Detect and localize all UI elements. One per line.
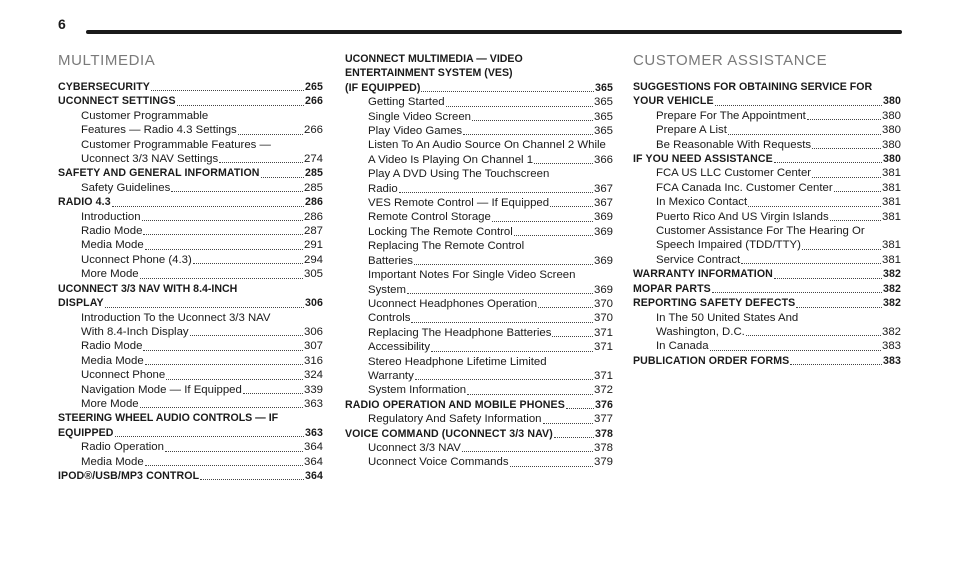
toc-page-number: 316 [303, 354, 323, 367]
toc-page-number: 305 [303, 268, 323, 281]
toc-page-number: 324 [303, 369, 323, 382]
toc-entry-label-line: Customer Programmable Features — [81, 138, 271, 151]
toc-entry-label: Speech Impaired (TDD/TTY) [656, 239, 801, 252]
toc-subentry[interactable] [345, 441, 613, 455]
dot-leader [421, 91, 594, 92]
toc-page-number: 372 [593, 384, 613, 397]
toc-page-number: 381 [881, 210, 901, 223]
toc-page-number: 370 [593, 312, 613, 325]
toc-page-number: 376 [595, 398, 613, 411]
dot-leader [741, 263, 881, 264]
dot-leader [414, 264, 593, 265]
toc-entry-label: UCONNECT SETTINGS [58, 95, 176, 108]
toc-page-number: 369 [593, 211, 613, 224]
dot-leader [200, 479, 304, 480]
toc-subentry[interactable] [58, 325, 323, 339]
dot-leader [238, 134, 303, 135]
toc-page-number: 274 [303, 153, 323, 166]
toc-entry-label-line: SUGGESTIONS FOR OBTAINING SERVICE FOR [633, 81, 873, 93]
toc-entry-label: PUBLICATION ORDER FORMS [633, 354, 790, 367]
dot-leader [166, 379, 303, 380]
dot-leader [407, 293, 593, 294]
toc-page-number: 306 [305, 297, 323, 310]
dot-leader [145, 364, 303, 365]
toc-entry-label: With 8.4-Inch Display [81, 325, 189, 338]
dot-leader [830, 220, 881, 221]
dot-leader [807, 119, 881, 120]
dot-leader [712, 292, 882, 293]
toc-page-number: 367 [593, 197, 613, 210]
toc-entry-label: DISPLAY [58, 297, 104, 310]
dot-leader [399, 192, 593, 193]
toc-subentry[interactable] [58, 238, 323, 252]
dot-leader [538, 307, 593, 308]
toc-page-number: 378 [595, 427, 613, 440]
toc-entry-label-line: ENTERTAINMENT SYSTEM (VES) [345, 67, 513, 80]
toc-chapter-entry[interactable] [633, 152, 901, 166]
dot-leader [462, 451, 593, 452]
toc-entry-label: Prepare A List [656, 124, 727, 137]
toc-page-number: 286 [303, 210, 323, 223]
toc-column-multimedia-continued [345, 52, 613, 470]
toc-page-number: 364 [305, 469, 323, 482]
toc-column-customer-assistance [633, 52, 901, 368]
dot-leader [554, 437, 594, 438]
toc-entry-label: Safety Guidelines [81, 181, 171, 194]
page-number: 6 [58, 16, 66, 32]
toc-chapter-entry[interactable] [345, 398, 613, 412]
toc-entry-label: Remote Control Storage [368, 211, 491, 224]
dot-leader [534, 163, 593, 164]
toc-entry-label: Uconnect 3/3 NAV Settings [81, 153, 219, 166]
toc-subentry[interactable] [58, 368, 323, 382]
toc-chapter-entry[interactable] [58, 94, 323, 108]
toc-subentry[interactable] [58, 383, 323, 397]
toc-subentry[interactable] [58, 181, 323, 195]
toc-subentry[interactable] [58, 267, 323, 281]
toc-entry-label: WARRANTY INFORMATION [633, 268, 773, 281]
toc-subentry[interactable] [633, 138, 901, 152]
toc-page-number: 380 [881, 124, 901, 137]
toc-subentry[interactable] [633, 253, 901, 267]
toc-entry-label: (IF EQUIPPED) [345, 81, 421, 94]
dot-leader [143, 234, 303, 235]
toc-entry-label: Controls [368, 312, 411, 325]
dot-leader [165, 451, 303, 452]
toc-page-number: 294 [303, 253, 323, 266]
toc-column-multimedia [58, 52, 323, 483]
dot-leader [145, 249, 303, 250]
toc-page-number: 371 [593, 341, 613, 354]
toc-entry-label: MOPAR PARTS [633, 282, 711, 295]
toc-page-number: 381 [881, 239, 901, 252]
toc-page-number: 382 [883, 268, 901, 281]
toc-page-number: 369 [593, 225, 613, 238]
dot-leader [415, 379, 593, 380]
toc-page-number: 285 [303, 181, 323, 194]
toc-entry-label: Features — Radio 4.3 Settings [81, 124, 237, 137]
toc-entry-label: RADIO 4.3 [58, 196, 111, 209]
dot-leader [710, 350, 881, 351]
toc-page-number: 371 [593, 326, 613, 339]
dot-leader [812, 148, 881, 149]
dot-leader [774, 162, 882, 163]
dot-leader [715, 105, 882, 106]
toc-entry-label: In Mexico Contact [656, 196, 748, 209]
toc-page-number: 381 [881, 181, 901, 194]
toc-page-number: 287 [303, 225, 323, 238]
toc-page-number: 383 [881, 340, 901, 353]
toc-page-number: 265 [305, 81, 323, 93]
toc-subentry[interactable] [345, 412, 613, 426]
toc-page-number: 380 [883, 153, 901, 166]
toc-entry-label: SAFETY AND GENERAL INFORMATION [58, 167, 260, 180]
toc-entry-label: Play Video Games [368, 125, 463, 138]
toc-entry-label: System Information [368, 384, 467, 397]
dot-leader [510, 466, 593, 467]
toc-subentry[interactable] [633, 339, 901, 353]
toc-entry-label: Radio Mode [81, 340, 143, 353]
toc-page-number: 380 [881, 109, 901, 122]
dot-leader [145, 465, 303, 466]
dot-leader [834, 191, 881, 192]
toc-entry-label: Prepare For The Appointment [656, 109, 806, 122]
toc-page-number: 363 [305, 426, 323, 439]
dot-leader [243, 393, 303, 394]
toc-page-number: 370 [593, 297, 613, 310]
toc-subentry[interactable] [345, 124, 613, 138]
toc-subentry[interactable] [58, 123, 323, 137]
toc-entry-label: IF YOU NEED ASSISTANCE [633, 153, 773, 166]
toc-entry-label: Service Contract [656, 253, 741, 266]
toc-subentry[interactable] [633, 166, 901, 180]
toc-entry-label-line: Listen To An Audio Source On Channel 2 While [368, 139, 606, 152]
toc-entry-label: FCA Canada Inc. Customer Center [656, 181, 833, 194]
dot-leader [261, 177, 304, 178]
toc-entry-label: Puerto Rico And US Virgin Islands [656, 210, 829, 223]
toc-entry-label: Single Video Screen [368, 110, 472, 123]
dot-leader [463, 134, 593, 135]
toc-subentry[interactable] [633, 123, 901, 137]
toc-subentry[interactable] [345, 110, 613, 124]
toc-entries [633, 80, 901, 368]
dot-leader [790, 364, 882, 365]
toc-entry-label-line: Important Notes For Single Video Screen [368, 269, 576, 282]
toc-page-number: 266 [305, 95, 323, 108]
dot-leader [802, 249, 881, 250]
dot-leader [190, 335, 303, 336]
toc-subentry[interactable] [345, 455, 613, 469]
dot-leader [151, 90, 304, 91]
toc-entry-label: RADIO OPERATION AND MOBILE PHONES [345, 398, 565, 411]
toc-chapter-entry[interactable] [58, 195, 323, 209]
toc-page-number: 363 [303, 397, 323, 410]
toc-subentry[interactable] [345, 297, 613, 311]
toc-subentry[interactable] [633, 195, 901, 209]
dot-leader [812, 177, 881, 178]
toc-subentry[interactable] [345, 383, 613, 397]
dot-leader [431, 351, 593, 352]
toc-page-number: 364 [303, 455, 323, 468]
toc-page-number: 371 [593, 369, 613, 382]
toc-page-number: 266 [303, 124, 323, 137]
toc-entry-label: Be Reasonable With Requests [656, 138, 812, 151]
dot-leader [219, 162, 303, 163]
toc-page-number: 365 [593, 125, 613, 138]
dot-leader [115, 436, 304, 437]
dot-leader [140, 407, 303, 408]
toc-chapter-entry[interactable] [633, 282, 901, 296]
dot-leader [411, 322, 593, 323]
toc-entry-label-line: In The 50 United States And [656, 311, 799, 324]
toc-subentry[interactable] [58, 397, 323, 411]
toc-subentry[interactable] [58, 253, 323, 267]
dot-leader [112, 206, 304, 207]
toc-subentry[interactable] [345, 283, 613, 297]
toc-page-number: 369 [593, 254, 613, 267]
toc-entry-label: Uconnect Phone (4.3) [81, 253, 192, 266]
toc-chapter-entry[interactable] [633, 267, 901, 281]
toc-subentry[interactable] [58, 210, 323, 224]
toc-page-number: 307 [303, 340, 323, 353]
toc-entry-label-line: STEERING WHEEL AUDIO CONTROLS — IF [58, 412, 279, 425]
toc-subentry[interactable] [345, 369, 613, 383]
toc-entry-label: Uconnect Voice Commands [368, 456, 509, 469]
toc-chapter-entry[interactable] [633, 296, 901, 310]
toc-subentry[interactable] [633, 109, 901, 123]
dot-leader [142, 220, 303, 221]
toc-subentry[interactable] [345, 153, 613, 167]
toc-page-number: 382 [883, 297, 901, 310]
toc-subentry[interactable] [345, 326, 613, 340]
toc-page-number: 364 [303, 441, 323, 454]
toc-entry-label-line: UCONNECT 3/3 NAV WITH 8.4-INCH [58, 282, 238, 295]
toc-page-number: 339 [303, 383, 323, 396]
dot-leader [543, 423, 593, 424]
toc-entry-label-line: Customer Programmable [81, 109, 209, 122]
toc-entry-label: Regulatory And Safety Information [368, 413, 542, 426]
toc-entry-label: Radio Mode [81, 225, 143, 238]
dot-leader [193, 263, 303, 264]
toc-page-number: 378 [593, 441, 613, 454]
toc-subentry[interactable] [58, 152, 323, 166]
toc-page-number: 367 [593, 182, 613, 195]
toc-entry-label: Media Mode [81, 354, 144, 367]
toc-entry-label: CYBERSECURITY [58, 81, 150, 93]
toc-chapter-entry[interactable] [345, 427, 613, 441]
toc-entry-label: Media Mode [81, 455, 144, 468]
dot-leader [728, 134, 881, 135]
toc-entry-label: Navigation Mode — If Equipped [81, 383, 242, 396]
toc-entry-label: Uconnect Headphones Operation [368, 297, 538, 310]
dot-leader [446, 106, 593, 107]
toc-entry-label: Uconnect 3/3 NAV [368, 441, 461, 454]
dot-leader [177, 105, 304, 106]
toc-page-number: 291 [303, 239, 323, 252]
toc-entry-label: Replacing The Headphone Batteries [368, 326, 552, 339]
toc-page-number: 381 [881, 167, 901, 180]
toc-chapter-entry[interactable] [58, 296, 323, 310]
toc-entry-label: A Video Is Playing On Channel 1 [368, 153, 534, 166]
toc-subentry[interactable] [633, 210, 901, 224]
toc-page-number: 381 [881, 196, 901, 209]
dot-leader [514, 235, 593, 236]
toc-page-number: 365 [595, 81, 613, 94]
toc-chapter-entry[interactable] [345, 81, 613, 95]
dot-leader [566, 408, 594, 409]
toc-page-number: 365 [593, 96, 613, 109]
toc-entry-label: VES Remote Control — If Equipped [368, 197, 550, 210]
toc-subentry[interactable] [58, 440, 323, 454]
toc-entry-label: Radio [368, 182, 398, 195]
toc-page-number: 285 [305, 167, 323, 180]
toc-page-number: 382 [881, 325, 901, 338]
toc-chapter-entry[interactable] [633, 354, 901, 368]
toc-subentry[interactable] [58, 339, 323, 353]
toc-subentry[interactable] [633, 181, 901, 195]
toc-page-number: 286 [305, 196, 323, 209]
dot-leader [472, 120, 593, 121]
toc-subentry[interactable] [345, 254, 613, 268]
toc-subentry[interactable] [633, 325, 901, 339]
toc-chapter-entry[interactable] [58, 426, 323, 440]
toc-entry-label-line: Introduction To the Uconnect 3/3 NAV [81, 311, 271, 324]
toc-entry-label: Washington, D.C. [656, 325, 745, 338]
dot-leader [467, 394, 593, 395]
toc-entry-label: Locking The Remote Control [368, 225, 513, 238]
section-title-customer-assistance: CUSTOMER ASSISTANCE [633, 52, 828, 69]
dot-leader [796, 307, 882, 308]
toc-entry-label: EQUIPPED [58, 426, 114, 439]
toc-chapter-entry[interactable] [58, 469, 323, 483]
toc-subentry[interactable] [58, 354, 323, 368]
dot-leader [774, 278, 882, 279]
toc-entries [58, 80, 323, 483]
dot-leader [171, 191, 303, 192]
toc-page-number: 306 [303, 325, 323, 338]
toc-entry-label: Uconnect Phone [81, 369, 166, 382]
toc-entry-label: System [368, 283, 406, 296]
toc-entry-label: REPORTING SAFETY DEFECTS [633, 297, 796, 310]
toc-entry-label: VOICE COMMAND (UCONNECT 3/3 NAV) [345, 427, 553, 440]
toc-entry-label-line: Stereo Headphone Lifetime Limited [368, 355, 547, 368]
toc-entry-label: Batteries [368, 254, 413, 267]
section-title-multimedia: MULTIMEDIA [58, 52, 156, 69]
dot-leader [143, 350, 303, 351]
toc-entry-label-line: Replacing The Remote Control [368, 240, 525, 253]
toc-entry-label: YOUR VEHICLE [633, 95, 714, 108]
toc-subentry[interactable] [345, 225, 613, 239]
dot-leader [746, 335, 881, 336]
toc-subentry[interactable] [345, 311, 613, 325]
toc-entry-label: Warranty [368, 369, 414, 382]
toc-subentry[interactable] [345, 182, 613, 196]
toc-entry-label: More Mode [81, 268, 139, 281]
toc-subentry[interactable] [58, 224, 323, 238]
toc-entry-label: Radio Operation [81, 441, 164, 454]
dot-leader [492, 221, 593, 222]
toc-subentry[interactable] [345, 210, 613, 224]
toc-subentry[interactable] [345, 95, 613, 109]
toc-subentry[interactable] [58, 455, 323, 469]
toc-entries [345, 52, 613, 470]
toc-entry-label-line: UCONNECT MULTIMEDIA — VIDEO [345, 53, 523, 65]
toc-entry-label-line: Play A DVD Using The Touchscreen [368, 168, 550, 181]
toc-page-number: 382 [883, 282, 901, 295]
toc-entry-label: Accessibility [368, 341, 431, 354]
toc-page-number: 379 [593, 456, 613, 469]
dot-leader [550, 206, 593, 207]
toc-entry-label: Introduction [81, 210, 141, 223]
dot-leader [552, 336, 593, 337]
toc-entry-label: Media Mode [81, 239, 144, 252]
toc-entry-label: IPOD®/USB/MP3 CONTROL [58, 469, 200, 482]
toc-page-number: 377 [593, 413, 613, 426]
toc-chapter-entry[interactable] [58, 80, 323, 94]
toc-page-number: 383 [883, 354, 901, 367]
toc-page-number: 366 [593, 153, 613, 166]
toc-page-number: 381 [881, 253, 901, 266]
toc-subentry[interactable] [345, 196, 613, 210]
toc-entry-label: Getting Started [368, 96, 445, 109]
toc-subentry[interactable] [633, 238, 901, 252]
dot-leader [105, 307, 304, 308]
toc-page-number: 365 [593, 110, 613, 123]
toc-chapter-entry[interactable] [58, 166, 323, 180]
toc-entry-label: FCA US LLC Customer Center [656, 167, 812, 180]
toc-entry-label: More Mode [81, 397, 139, 410]
toc-entry-label-line: Customer Assistance For The Hearing Or [656, 225, 865, 238]
dot-leader [140, 278, 303, 279]
toc-chapter-entry[interactable] [633, 94, 901, 108]
toc-entry-label: In Canada [656, 340, 709, 353]
toc-page-number: 369 [593, 283, 613, 296]
toc-subentry[interactable] [345, 340, 613, 354]
toc-page-number: 380 [881, 138, 901, 151]
dot-leader [748, 206, 881, 207]
header-rule [86, 30, 902, 34]
toc-page-number: 380 [883, 95, 901, 108]
